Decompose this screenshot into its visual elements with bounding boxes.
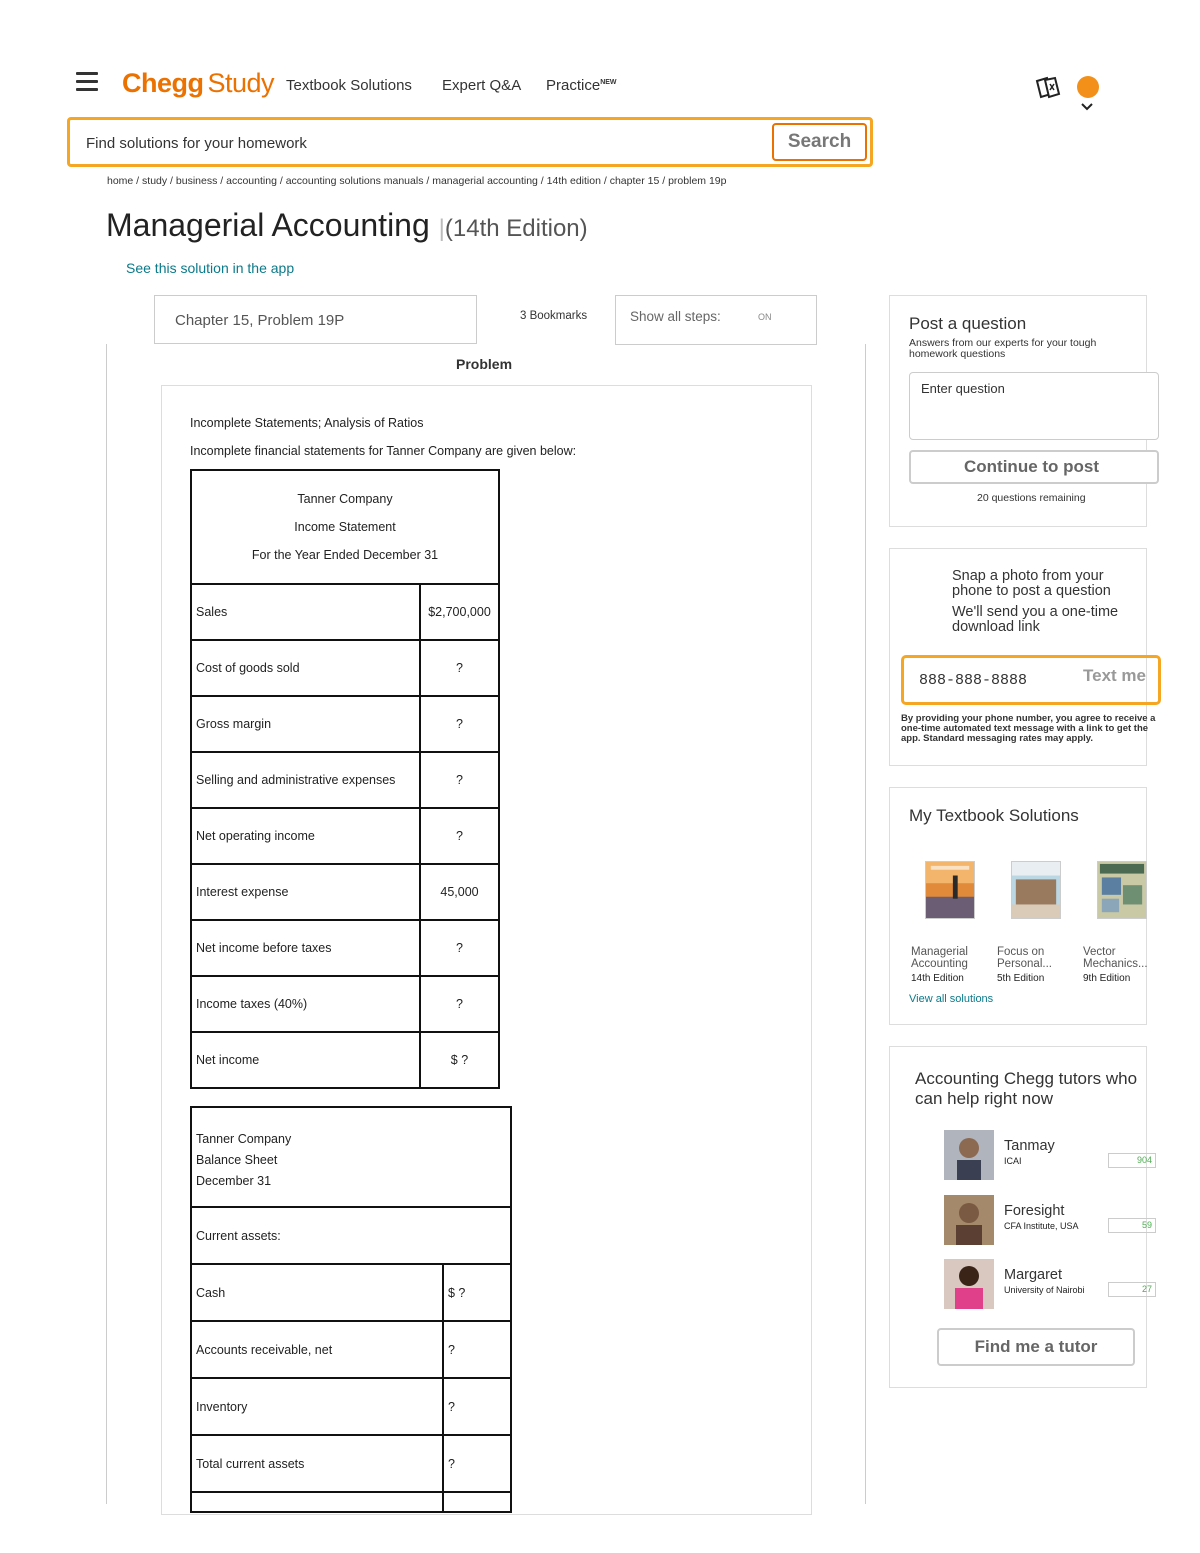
see-in-app-link[interactable]: See this solution in the app (126, 260, 295, 276)
row-value: ? (420, 696, 499, 752)
row-label: Total current assets (191, 1435, 443, 1492)
nav-practice-label: Practice (546, 77, 601, 94)
book-edition: 14th Edition (911, 973, 964, 984)
breadcrumb: home / study / business / accounting / accounting solutions manuals / managerial accounting / 14th edition / chapter 15 / problem 19p (107, 175, 727, 187)
breadcrumb-chapter[interactable]: chapter 15 (609, 175, 660, 187)
tutors-title: Accounting Chegg tutors who can help right now (915, 1069, 1138, 1108)
problem-heading: Problem (456, 356, 513, 372)
table-row (191, 1207, 511, 1264)
row-value: ? (420, 920, 499, 976)
tutor-rating-badge: 904 (1108, 1153, 1156, 1168)
book-edition: 9th Edition (1083, 973, 1131, 984)
search-input[interactable] (84, 132, 764, 154)
show-all-steps (615, 295, 817, 345)
tutor-item[interactable] (944, 1195, 1152, 1245)
tutors-card (889, 1046, 1152, 1388)
tutor-school: University of Nairobi (1004, 1285, 1085, 1295)
row-value: $ ? (420, 1032, 499, 1088)
problem-intro: Incomplete financial statements for Tanner Company are given below: (190, 444, 577, 458)
row-label: Income taxes (40%) (191, 976, 420, 1032)
table-row (191, 1378, 511, 1435)
book-item[interactable] (911, 861, 986, 984)
statement-name: Income Statement (294, 520, 396, 534)
search-bar (67, 117, 873, 167)
book-title: Focus on Personal... (997, 946, 1052, 970)
divider (865, 344, 866, 1504)
hamburger-menu-icon[interactable] (76, 72, 98, 94)
divider (106, 344, 107, 1504)
book-edition: (14th Edition) (444, 215, 588, 242)
row-value: ? (420, 752, 499, 808)
textbook-solutions-title: My Textbook Solutions (909, 806, 1079, 825)
post-question-subtitle: Answers from our experts for your tough homework questions (909, 337, 1097, 360)
income-statement-header (191, 470, 499, 584)
tutor-name: Foresight (1004, 1203, 1065, 1219)
book-cover-image (1011, 861, 1061, 919)
nav-practice[interactable] (546, 77, 617, 94)
breadcrumb-problem: problem 19p (668, 175, 727, 187)
row-label: Cost of goods sold (191, 640, 420, 696)
tutor-item[interactable] (944, 1130, 1152, 1180)
book-edition: 5th Edition (997, 973, 1045, 984)
profile-menu[interactable] (1077, 76, 1117, 100)
table-row (191, 808, 499, 864)
snap-text: Snap a photo from your phone to post a question (952, 568, 1111, 599)
row-value: ? (443, 1435, 511, 1492)
row-value: $2,700,000 (420, 584, 499, 640)
tutor-photo (944, 1130, 994, 1180)
statement-period: For the Year Ended December 31 (251, 548, 439, 562)
nav-textbook-solutions[interactable]: Textbook Solutions (286, 77, 412, 94)
tutor-name: Tanmay (1004, 1138, 1055, 1154)
table-row (191, 920, 499, 976)
row-label: Net income (191, 1032, 420, 1088)
book-title: Managerial Accounting (911, 946, 968, 970)
row-value: 45,000 (420, 864, 499, 920)
sms-disclaimer: By providing your phone number, you agree to receive a one-time automated text message with a link to get the app. Standard messaging rates may apply. (901, 713, 1156, 744)
book-item[interactable] (997, 861, 1072, 984)
tutor-school: CFA Institute, USA (1004, 1221, 1079, 1231)
book-cover-image (1097, 861, 1147, 919)
book-title: Managerial Accounting (106, 207, 430, 243)
row-label: Cash (191, 1264, 443, 1321)
avatar (1077, 76, 1099, 98)
search-button[interactable]: Search (772, 123, 867, 161)
bookmarks-count[interactable]: 3 Bookmarks (520, 310, 588, 322)
table-row (191, 864, 499, 920)
table-row (191, 584, 499, 640)
row-label: Net income before taxes (191, 920, 420, 976)
tutor-rating-badge: 59 (1108, 1218, 1156, 1233)
breadcrumb-solutions-manuals[interactable]: accounting solutions manuals (285, 175, 424, 187)
post-question-card (889, 295, 1147, 527)
breadcrumb-accounting[interactable]: accounting (226, 175, 277, 187)
textbook-solutions-card (889, 787, 1147, 1025)
show-steps-label: Show all steps: (630, 309, 721, 324)
nav-expert-qa[interactable]: Expert Q&A (442, 77, 522, 94)
text-me-button[interactable]: Text me (1077, 665, 1152, 687)
table-row (191, 1321, 511, 1378)
table-row (191, 1435, 511, 1492)
book-cover-image (925, 861, 975, 919)
tutor-name: Margaret (1004, 1267, 1063, 1283)
table-row (191, 1264, 511, 1321)
row-label: Inventory (191, 1378, 443, 1435)
statement-period: December 31 (196, 1173, 272, 1188)
continue-to-post-button[interactable]: Continue to post (909, 450, 1159, 484)
logo-chegg: Chegg (122, 68, 204, 98)
balance-sheet-table (190, 1106, 512, 1513)
row-label: Interest expense (191, 864, 420, 920)
row-label: Accounts receivable, net (191, 1321, 443, 1378)
section-label: Current assets: (191, 1207, 511, 1264)
page-title: Managerial Accounting |(14th Edition) (106, 207, 588, 243)
breadcrumb-study[interactable]: study (142, 175, 168, 187)
tutor-photo (944, 1195, 994, 1245)
breadcrumb-business[interactable]: business (175, 175, 218, 187)
download-link-text: We'll send you a one-time download link (952, 604, 1119, 635)
balance-sheet-header (191, 1107, 511, 1207)
chapter-selector[interactable]: Chapter 15, Problem 19P (154, 295, 477, 344)
table-row (191, 752, 499, 808)
book-item[interactable] (1083, 861, 1158, 984)
question-input[interactable] (909, 372, 1159, 440)
table-row (191, 1492, 511, 1512)
company-name: Tanner Company (196, 1131, 292, 1146)
chevron-down-icon (1081, 98, 1093, 116)
phone-input[interactable] (917, 670, 1057, 690)
row-value: ? (443, 1378, 511, 1435)
breadcrumb-home[interactable]: home (107, 175, 134, 187)
chegg-study-logo[interactable] (122, 68, 274, 99)
flashcards-icon[interactable] (1033, 75, 1063, 101)
tutor-school: ICAI (1004, 1156, 1022, 1166)
row-label: Selling and administrative expenses (191, 752, 420, 808)
breadcrumb-edition[interactable]: 14th edition (546, 175, 601, 187)
row-value: $ ? (443, 1264, 511, 1321)
new-badge: NEW (600, 79, 617, 86)
row-label: Gross margin (191, 696, 420, 752)
problem-title: Incomplete Statements; Analysis of Ratios (190, 416, 424, 430)
table-row (191, 976, 499, 1032)
company-name: Tanner Company (297, 492, 393, 506)
tutor-photo (944, 1259, 994, 1309)
questions-remaining: 20 questions remaining (977, 492, 1086, 504)
show-steps-toggle[interactable]: ON (758, 312, 772, 322)
income-statement-table (190, 469, 500, 1089)
statement-name: Balance Sheet (196, 1152, 278, 1167)
row-value: ? (420, 640, 499, 696)
find-tutor-button[interactable]: Find me a tutor (937, 1328, 1135, 1366)
book-title: Vector Mechanics... (1083, 946, 1148, 970)
table-row (191, 696, 499, 752)
tutor-item[interactable] (944, 1259, 1152, 1309)
snap-photo-card (889, 548, 1156, 766)
logo-study: Study (207, 68, 275, 98)
row-value: ? (420, 976, 499, 1032)
table-row (191, 1032, 499, 1088)
table-row (191, 640, 499, 696)
row-label: Sales (191, 584, 420, 640)
tutor-rating-badge: 27 (1108, 1282, 1156, 1297)
row-value: ? (443, 1321, 511, 1378)
post-question-title: Post a question (909, 314, 1027, 333)
row-label: Net operating income (191, 808, 420, 864)
breadcrumb-managerial-accounting[interactable]: managerial accounting (432, 175, 538, 187)
view-all-solutions-link[interactable]: View all solutions (909, 993, 994, 1005)
row-value: ? (420, 808, 499, 864)
phone-field (901, 655, 1161, 705)
